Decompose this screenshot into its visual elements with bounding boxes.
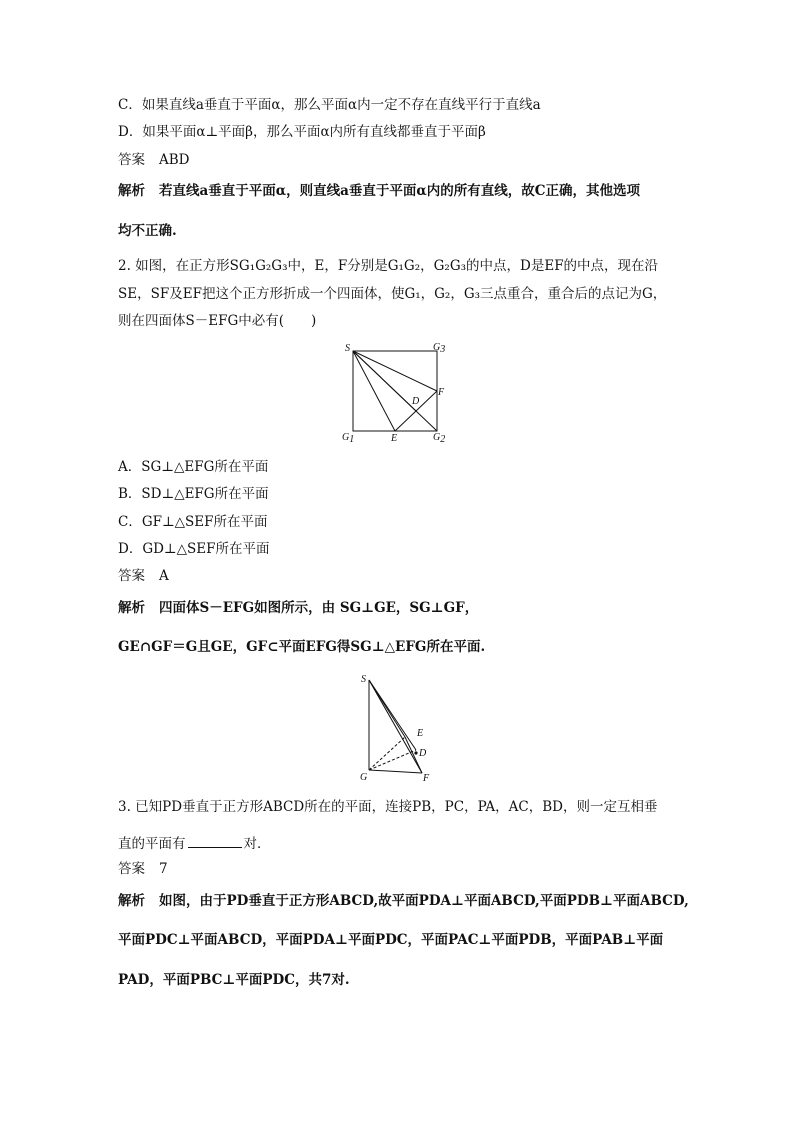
answer-value: 7 <box>159 861 168 877</box>
option-d: D．如果平面α⊥平面β，那么平面α内所有直线都垂直于平面β <box>118 124 486 140</box>
q2-option-d: D．GD⊥△SEF所在平面 <box>118 541 270 557</box>
q2-option-a: A．SG⊥△EFG所在平面 <box>118 459 269 475</box>
explanation-3-line-1 <box>118 892 689 910</box>
answer-value: A <box>159 568 169 584</box>
point-d <box>414 751 417 754</box>
square-figure <box>340 340 460 450</box>
explanation-label: 解析 <box>118 600 145 616</box>
tetrahedron-figure <box>355 670 445 785</box>
explanation-2-line-1 <box>118 599 478 617</box>
label-g3: G3 <box>433 342 446 355</box>
answer-3 <box>118 860 168 878</box>
edge-sd <box>369 680 416 750</box>
label-e: E <box>417 728 424 739</box>
edge-gf <box>369 770 422 773</box>
option-c: C．如果直线a垂直于平面α，那么平面α内一定不存在直线平行于直线a <box>118 97 541 113</box>
question-3-text-a: 直的平面有 <box>118 836 186 852</box>
question-2-line-3: 则在四面体S－EFG中必有( ) <box>118 313 317 329</box>
answer-blank <box>188 833 242 848</box>
label-e: E <box>391 433 398 444</box>
explanation-text: 四面体S－EFG如图所示，由 SG⊥GE，SG⊥GF， <box>159 600 479 616</box>
label-s: S <box>345 343 350 354</box>
label-g2: G2 <box>433 432 446 445</box>
answer-2 <box>118 567 169 585</box>
answer-label: 答案 <box>118 861 145 877</box>
label-g1: G1 <box>342 432 355 445</box>
explanation-text: 如图，由于PD垂直于正方形ABCD,故平面PDA⊥平面ABCD,平面PDB⊥平面ABCD, <box>159 893 689 909</box>
explanation-label: 解析 <box>118 183 145 199</box>
question-3-text-b: 对． <box>243 836 271 852</box>
label-f: F <box>423 773 430 784</box>
q2-option-b: B．SD⊥△EFG所在平面 <box>118 486 269 502</box>
answer-value: ABD <box>159 152 190 168</box>
question-2-line-1: 2. 如图，在正方形SG₁G₂G₃中，E，F分别是G₁G₂，G₂G₃的中点，D是EF的中点，现在沿 <box>118 258 659 274</box>
segment-sg2 <box>353 351 437 431</box>
explanation-3-line-3: PAD，平面PBC⊥平面PDC，共7对. <box>118 972 350 988</box>
explanation-text: 若直线a垂直于平面α，则直线a垂直于平面α内的所有直线，故C正确，其他选项 <box>159 183 641 199</box>
edge-ge-hidden <box>369 737 405 770</box>
segment-sf <box>353 351 437 391</box>
question-3-line-2 <box>118 833 271 853</box>
explanation-1-line-1 <box>118 182 640 200</box>
label-f: F <box>438 387 445 398</box>
label-d: D <box>412 396 420 407</box>
explanation-1-line-2: 均不正确. <box>118 223 177 239</box>
question-3-line-1: 3. 已知PD垂直于正方形ABCD所在的平面，连接PB，PC，PA，AC，BD，则一定互相垂 <box>118 799 658 815</box>
edge-gd-hidden <box>369 750 416 770</box>
edge-sf <box>369 680 422 773</box>
question-2-line-2: SE，SF及EF把这个正方形折成一个四面体，使G₁，G₂，G₃三点重合，重合后的点记为G， <box>118 286 667 302</box>
label-d: D <box>419 748 427 759</box>
segment-se <box>353 351 395 431</box>
explanation-label: 解析 <box>118 893 145 909</box>
label-s: S <box>361 674 366 685</box>
explanation-2-line-2: GE∩GF＝G且GE，GF⊂平面EFG得SG⊥△EFG所在平面. <box>118 639 486 655</box>
q2-option-c: C．GF⊥△SEF所在平面 <box>118 514 268 530</box>
answer-label: 答案 <box>118 152 145 168</box>
answer-label: 答案 <box>118 568 145 584</box>
label-g: G <box>360 772 368 783</box>
explanation-3-line-2: 平面PDC⊥平面ABCD，平面PDA⊥平面PDC，平面PAC⊥平面PDB，平面PAB⊥平面 <box>118 932 664 948</box>
answer-1 <box>118 151 190 169</box>
